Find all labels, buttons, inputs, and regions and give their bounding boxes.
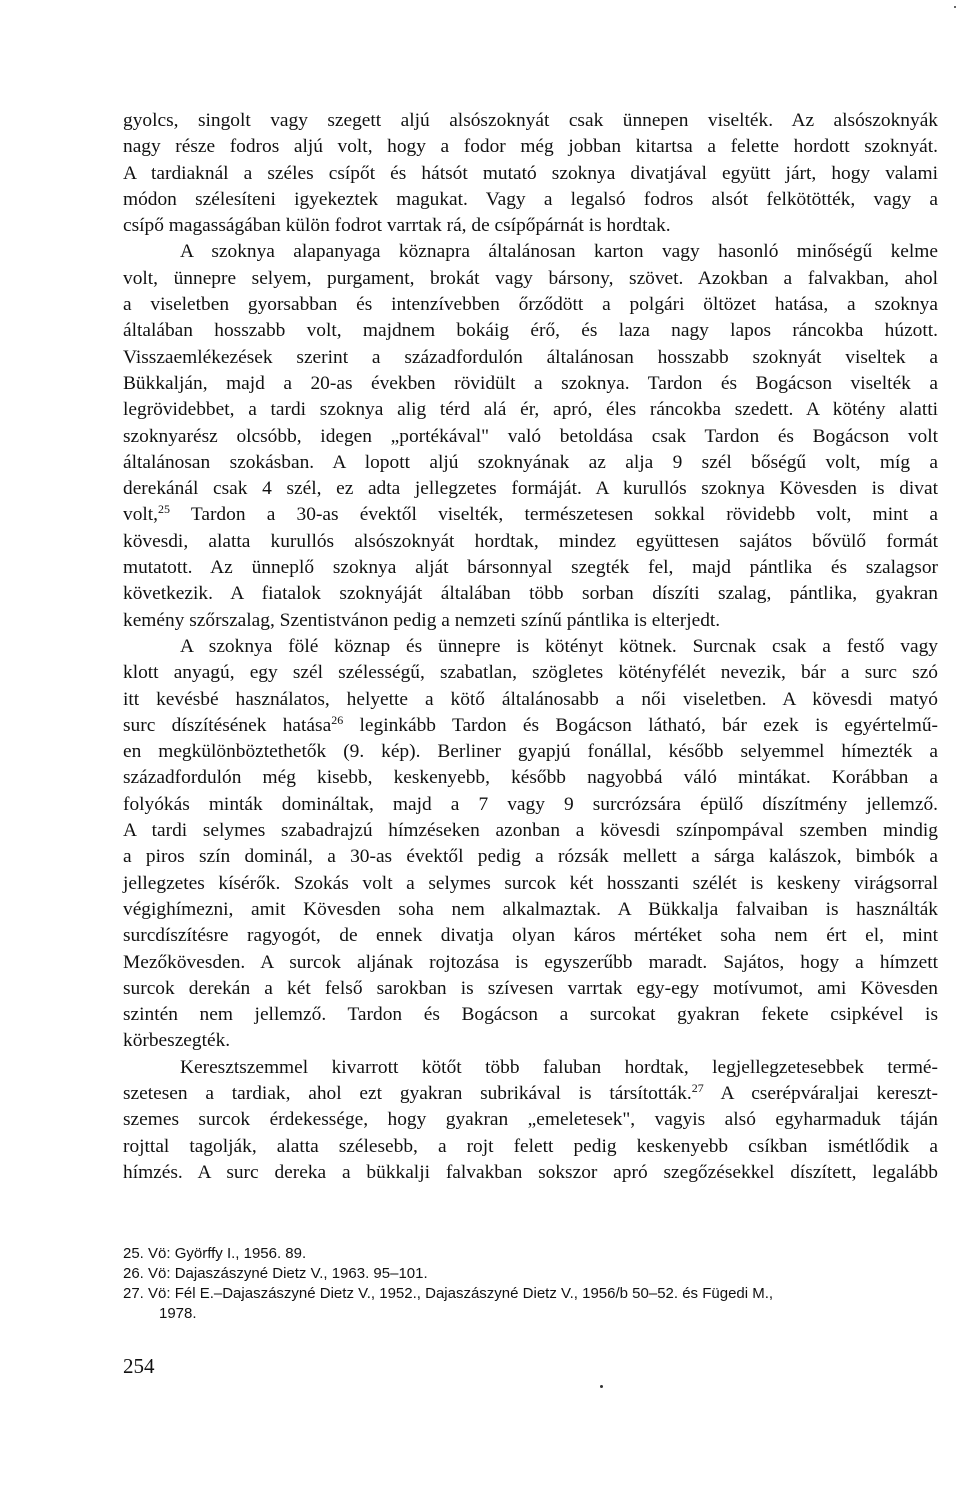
footnote-26: 26. Vö: Dajaszászyné Dietz V., 1963. 95–101. <box>123 1265 428 1282</box>
text-line: folyókás minták domináltak, majd a 7 vagy 9 surcrózsára épülő díszítmény jellemző. <box>123 793 938 815</box>
text-line: végighímezni, amit Kövesden soha nem alkalmaztak. A Bükkalja falvaiban is használták <box>123 898 938 920</box>
footnote-27: 27. Vö: Fél E.–Dajaszászyné Dietz V., 1952., Dajaszászyné Dietz V., 1956/b 50–52. és Fügedi M., <box>123 1285 774 1302</box>
text-line: A szoknya fölé köznap és ünnepre is kötényt kötnek. Surcnak csak a festő vagy <box>180 635 938 657</box>
footnote-25: 25. Vö: Györffy I., 1956. 89. <box>123 1245 307 1262</box>
footnotes <box>123 1244 938 1324</box>
text-run: surc díszítésének hatása <box>123 714 332 736</box>
text-line: derekánál csak 4 szél, ez adta jellegzetes formáját. A kurullós szoknya Kövesden is divat <box>123 478 938 500</box>
text-line: következik. A fiatalok szoknyáját általában több sorban díszíti szalag, pántlika, gyakran <box>123 583 938 605</box>
text-line: századfordulón még kisebb, keskenyebb, később nagyobbá váló mintákat. Korábban a <box>123 767 938 789</box>
text-line: Bükkalján, majd a 20-as években rövidült a szoknya. Tardon és Bogácson viselték a <box>123 372 938 394</box>
text-line: nagy része fodros aljú volt, hogy a fodor még jobban kitartsa a felette hordott szoknyát. <box>123 136 938 158</box>
text-run: szetesen a tardiak, ahol ezt gyakran subrikával is társították. <box>123 1082 692 1104</box>
text-line: gyolcs, singolt vagy szegett aljú alsószoknyát csak ünnepen viselték. Az alsószoknyák <box>123 110 938 131</box>
text-run: A cserépváraljai kereszt- <box>703 1082 938 1104</box>
footnote-ref-25: 25 <box>158 502 171 517</box>
text-line: rojttal tagolják, alatta szélesebb, a rojt felett pedig keskenyebb csíkban ismétlődik a <box>123 1135 938 1157</box>
text-line: hímzés. A surc dereka a bükkalji falvakban sokszor apró szegőzésekkel díszített, legalább <box>123 1161 938 1183</box>
text-line: Mezőkövesden. A surcok aljának rojtozása is egyszerűbb maradt. Sajátos, hogy a hímzett <box>123 951 938 973</box>
footnote-27-continuation: 1978. <box>159 1305 197 1322</box>
text-line: szoknyarész olcsóbb, idegen „portékával" való betoldása csak Tardon és Bogácson volt <box>123 425 938 447</box>
paragraph <box>123 239 938 633</box>
text-line: csípő magasságában külön fodrot varrtak rá, de csípőpárnát is hordtak. <box>123 215 671 237</box>
text-run: volt, <box>123 504 159 526</box>
text-line: Visszaemlékezések szerint a századfordulón általánosan hosszabb szoknyát viseltek a <box>123 346 938 368</box>
scan-speck <box>954 6 956 8</box>
text-line: általában hosszabb volt, majdnem bokáig érő, és laza nagy lapos ráncokba húzott. <box>123 320 938 342</box>
text-line <box>123 1081 938 1107</box>
text-line: szemes surcok érdekessége, hogy gyakran „emeletesek", vagyis alsó egyharmaduk táján <box>123 1109 938 1131</box>
text-line <box>123 713 938 739</box>
text-line: mutatott. Az ünneplő szoknya alját bársonnyal szegték fel, majd pántlika és szalagsor <box>123 557 938 579</box>
paragraph <box>123 108 938 239</box>
body-text <box>123 108 938 1186</box>
text-line: a viseletben gyorsabban és intenzívebben őrződött a polgári öltözet hatása, a szoknya <box>123 294 938 316</box>
text-line: körbeszegték. <box>123 1030 231 1052</box>
text-line: A szoknya alapanyaga köznapra általánosan karton vagy hasonló minőségű kelme <box>180 241 938 263</box>
text-line: jellegzetes kísérők. Szokás volt a selymes surcok két hosszanti szélét is keskeny virágsorral <box>123 872 938 894</box>
text-line: a piros szín dominál, a 30-as évektől pedig a rózsák mellett a sárga kalászok, bimbók a <box>123 846 938 868</box>
text-line: itt kevésbé használatos, helyette a kötő általánosabb a női viseletben. A kövesdi matyó <box>123 688 938 710</box>
text-line: kemény szőrszalag, Szentistvánon pedig a nemzeti színű pántlika is elterjedt. <box>123 609 721 631</box>
text-line: A tardiaknál a széles csípőt és hátsót mutató szoknya divatjával együtt járt, hogy valami <box>123 162 938 184</box>
text-line: szintén nem jellemző. Tardon és Bogácson a surcokat gyakran fekete csipkével is <box>123 1004 938 1026</box>
text-line: Keresztszemmel kivarrott kötőt több faluban hordtak, legjellegzetesebbek termé- <box>180 1056 938 1078</box>
text-line: volt, ünnepre selyem, purgament, brokát vagy bársony, szövet. Azokban a falvakban, ahol <box>123 267 938 289</box>
text-line: általánosan szokásban. A lopott aljú szoknyának az alja 9 szél bőségű volt, míg a <box>123 451 938 473</box>
text-line: kövesdi, alatta kurullós alsószoknyát hordtak, mindez együttesen sajátos bővülő formát <box>123 530 938 552</box>
text-run: leginkább Tardon és Bogácson látható, bár ezek is egyértelmű- <box>343 714 939 736</box>
text-line: surcdíszítésre ragyogót, de ennek divatja olyan káros mértéket soha nem ért el, mint <box>123 925 938 947</box>
paragraph <box>123 634 938 1055</box>
text-line <box>123 502 938 528</box>
text-line: en megkülönböztethetők (9. kép). Berliner gyapjú fonállal, később selyemmel hímezték a <box>123 741 938 763</box>
paragraph <box>123 1055 938 1186</box>
text-line: legrövidebbet, a tardi szoknya alig térd alá ér, apró, éles ráncokba szedett. A kötény alatti <box>123 399 938 421</box>
scan-speck <box>600 1385 603 1388</box>
text-line: módon szélesíteni igyekeztek magukat. Vagy a legalsó fodros alsót felkötötték, vagy a <box>123 188 938 210</box>
text-line: klott anyagú, egy szél szélességű, szabatlan, szögletes kötényfélét nevezik, bár a surc szó <box>123 662 938 684</box>
page-number: 254 <box>123 1354 155 1378</box>
text-run: Tardon a 30-as évektől viselték, természetesen sokkal rövidebb volt, mint a <box>170 504 938 526</box>
footnote-ref-27: 27 <box>691 1080 704 1095</box>
text-line: A tardi selymes szabadrajzú hímzéseken azonban a kövesdi színpompával szemben mindig <box>123 820 938 842</box>
footnote-ref-26: 26 <box>331 712 344 727</box>
text-line: surcok derekán a két felső sarokban is szívesen varrtak egy-egy motívumot, ami Kövesden <box>123 977 938 999</box>
